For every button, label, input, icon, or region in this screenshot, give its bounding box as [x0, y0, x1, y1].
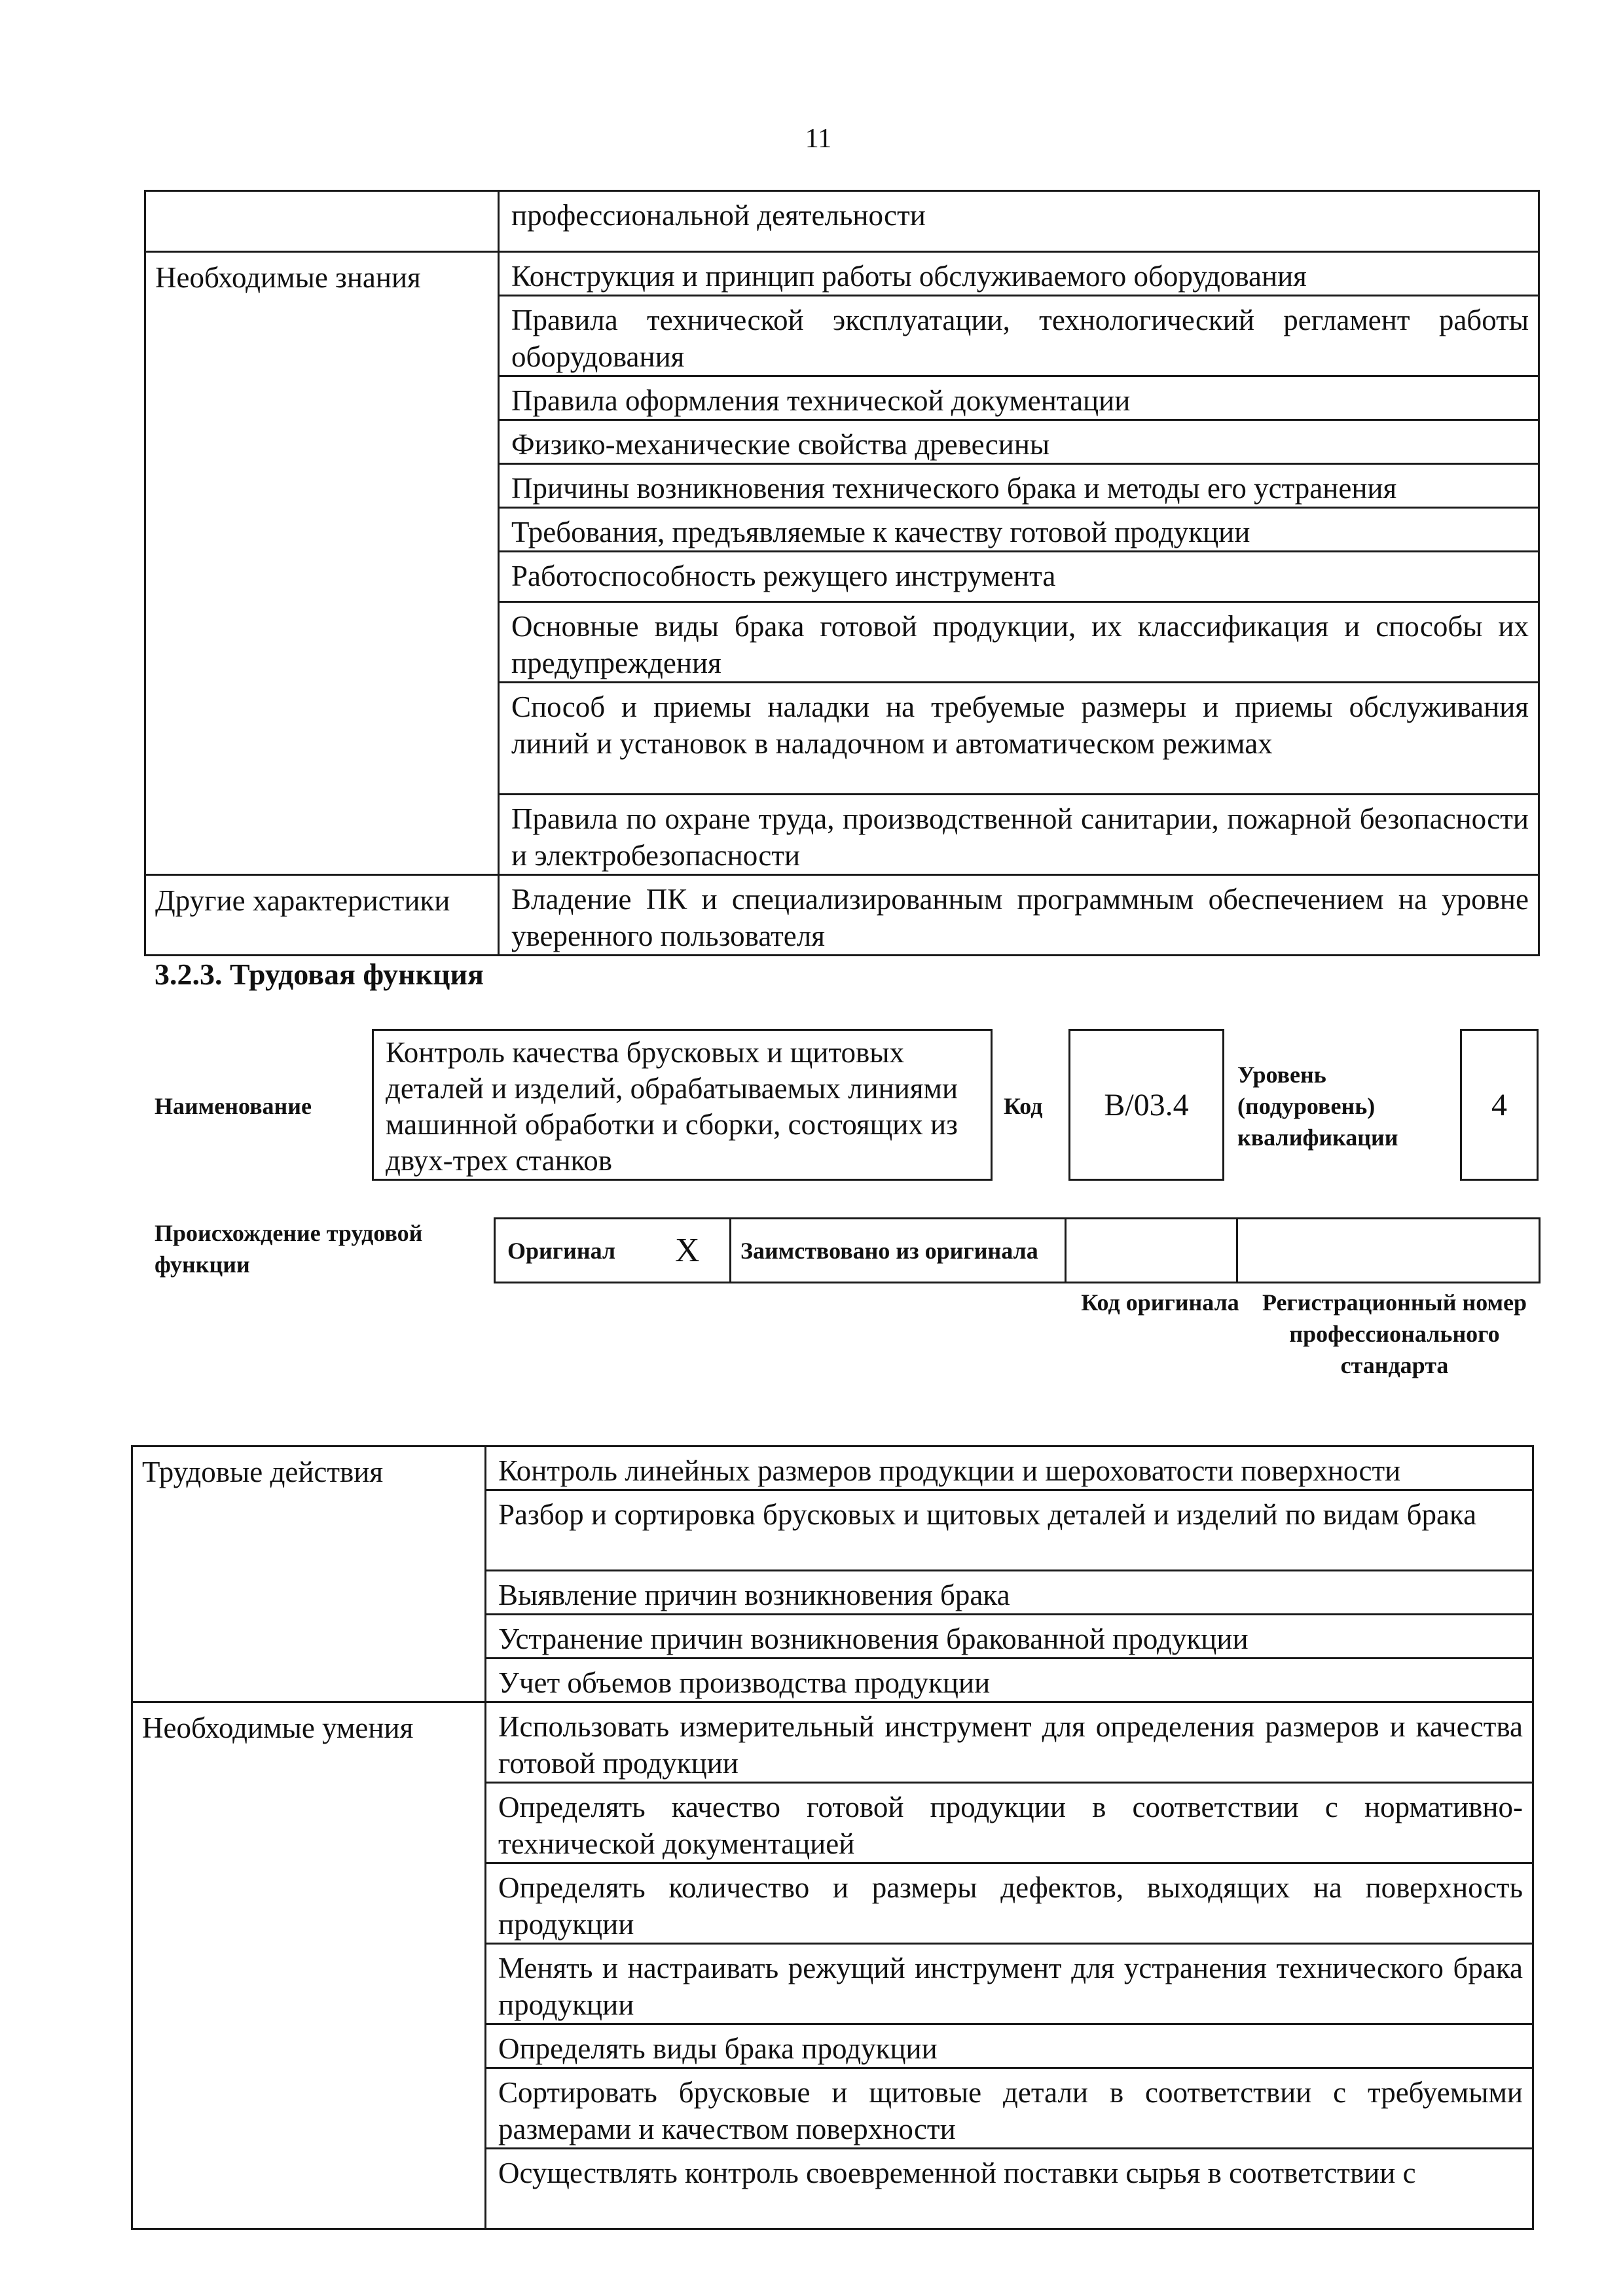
requirement-item: Причины возникновения технического брака и методы его устранения: [499, 464, 1539, 508]
requirement-item: Выявление причин возникновения брака: [486, 1571, 1533, 1615]
requirement-item: профессиональной деятельности: [499, 191, 1539, 252]
requirement-item: Правила по охране труда, производственной санитарии, пожарной безопасности и электробезопасности: [499, 795, 1539, 875]
table-row: [145, 252, 1539, 296]
requirement-item: Правила технической эксплуатации, технологический регламент работы оборудования: [499, 296, 1539, 376]
original-label: Оригинал: [507, 1237, 616, 1264]
requirement-item: Владение ПК и специализированным программным обеспечением на уровне уверенного пользователя: [499, 875, 1539, 956]
row-label: Необходимые умения: [132, 1702, 486, 2229]
requirement-item: Контроль линейных размеров продукции и шероховатости поверхности: [486, 1446, 1533, 1490]
requirement-item: Определять виды брака продукции: [486, 2024, 1533, 2068]
qualification-level-box: 4: [1460, 1029, 1539, 1181]
requirement-item: Учет объемов производства продукции: [486, 1659, 1533, 1702]
table-row: [132, 1702, 1533, 1783]
requirement-item: Определять количество и размеры дефектов, выходящих на поверхность продукции: [486, 1863, 1533, 1944]
page-number: 11: [805, 124, 832, 154]
requirement-item: Основные виды брака готовой продукции, их классификация и способы их предупреждения: [499, 602, 1539, 683]
section-heading: 3.2.3. Трудовая функция: [155, 958, 484, 991]
requirement-item: Конструкция и принцип работы обслуживаемого оборудования: [499, 252, 1539, 296]
requirement-item: Осуществлять контроль своевременной поставки сырья в соответствии с: [486, 2149, 1533, 2229]
requirement-item: Физико-механические свойства древесины: [499, 420, 1539, 464]
code-label: Код: [1004, 1093, 1043, 1119]
qualification-level-label: Уровень (подуровень) квалификации: [1237, 1062, 1398, 1151]
name-label: Наименование: [155, 1093, 312, 1119]
original-code-cell: [1066, 1219, 1237, 1283]
origin-table: [494, 1217, 1541, 1283]
requirement-item: Правила оформления технической документации: [499, 376, 1539, 420]
function-code-box: B/03.4: [1068, 1029, 1224, 1181]
requirement-item: Менять и настраивать режущий инструмент для устранения технического брака продукции: [486, 1944, 1533, 2024]
table-row: [145, 875, 1539, 956]
row-label: Необходимые знания: [145, 252, 499, 875]
actions-skills-table: [131, 1445, 1534, 2230]
table-row: [132, 1446, 1533, 1490]
requirement-item: Сортировать брусковые и щитовые детали в соответствии с требуемыми размерами и качеством поверхности: [486, 2068, 1533, 2149]
requirement-item: Способ и приемы наладки на требуемые размеры и приемы обслуживания линий и установок в наладочном и автоматическом режимах: [499, 683, 1539, 795]
requirement-item: Требования, предъявляемые к качеству готовой продукции: [499, 508, 1539, 552]
original-mark: X: [646, 1219, 731, 1283]
requirement-item: Разбор и сортировка брусковых и щитовых деталей и изделий по видам брака: [486, 1490, 1533, 1571]
borrowed-label: Заимствовано из оригинала: [740, 1237, 1038, 1264]
row-label: Трудовые действия: [132, 1446, 486, 1702]
knowledge-table: [144, 190, 1540, 956]
row-label: [145, 191, 499, 252]
origin-label: Происхождение трудовой функции: [155, 1220, 423, 1278]
registration-number-caption: Регистрационный номер профессионального стандарта: [1262, 1289, 1527, 1378]
requirement-item: Работоспособность режущего инструмента: [499, 552, 1539, 602]
registration-number-cell: [1237, 1219, 1540, 1283]
requirement-item: Определять качество готовой продукции в соответствии с нормативно-технической документацией: [486, 1783, 1533, 1863]
requirement-item: Использовать измерительный инструмент для определения размеров и качества готовой продукции: [486, 1702, 1533, 1783]
function-name-box: Контроль качества брусковых и щитовых деталей и изделий, обрабатываемых линиями машинной обработки и сборки, состоящих из двух-трех станков: [372, 1029, 993, 1181]
original-code-caption: Код оригинала: [1081, 1289, 1239, 1316]
table-row: [145, 191, 1539, 252]
requirement-item: Устранение причин возникновения бракованной продукции: [486, 1615, 1533, 1659]
row-label: Другие характеристики: [145, 875, 499, 956]
